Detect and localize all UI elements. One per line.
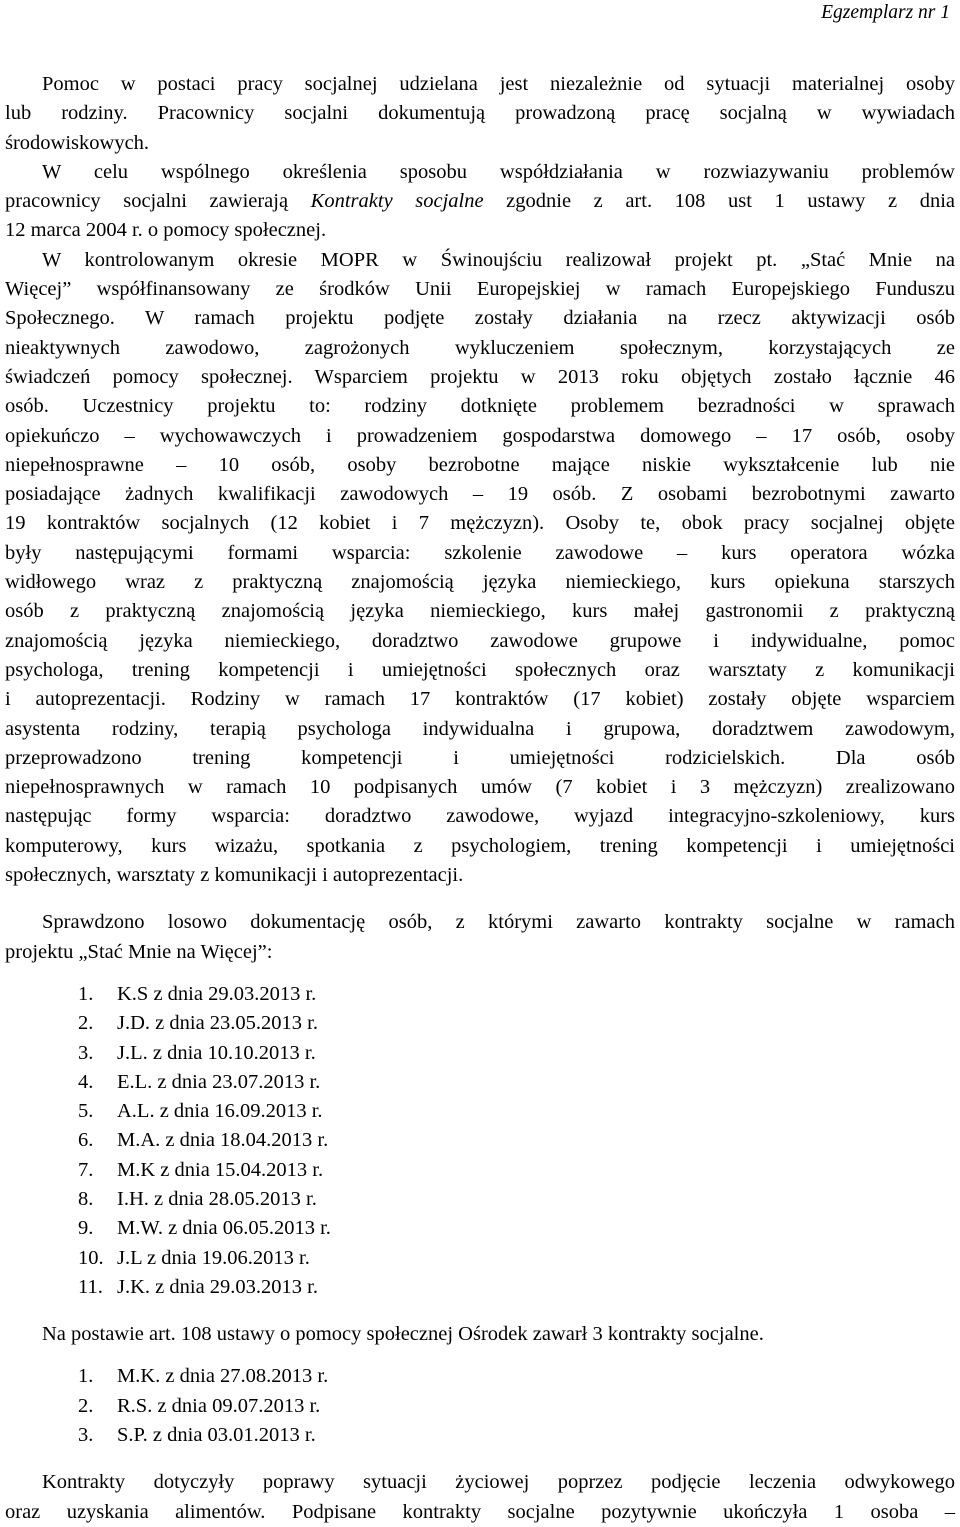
list-item-text: J.D. z dnia 23.05.2013 r. xyxy=(117,1012,318,1035)
list-item xyxy=(5,1214,955,1243)
list-item-text: S.P. z dnia 03.01.2013 r. xyxy=(117,1424,316,1447)
text-line: znajomością języka niemieckiego, doradztwo zawodowe grupowe i indywidualne, pomoc xyxy=(5,629,955,652)
text-line: lub rodziny. Pracownicy socjalni dokumentują prowadzoną pracę socjalną w wywiadach xyxy=(5,102,955,125)
list-item-text: E.L. z dnia 23.07.2013 r. xyxy=(117,1070,321,1093)
text-line: przeprowadzono trening kompetencji i umiejętności rodzicielskich. Dla osób xyxy=(5,746,955,769)
text-line: widłowego wraz z praktyczną znajomością języka niemieckiego, kurs opiekuna starszych xyxy=(5,571,955,594)
contracts-list-ops xyxy=(5,1362,955,1450)
list-item xyxy=(5,1097,955,1126)
list-item-number: 11. xyxy=(78,1275,103,1298)
text-line: Na postawie art. 108 ustawy o pomocy społecznej Ośrodek zawarł 3 kontrakty socjalne. xyxy=(42,1323,764,1346)
text-line: następując formy wsparcia: doradztwo zawodowe, wyjazd integracyjno-szkoleniowy, kurs xyxy=(5,805,955,828)
list-item-text: M.A. z dnia 18.04.2013 r. xyxy=(117,1129,329,1152)
paragraph-contracts xyxy=(5,158,955,246)
text-line: i autoprezentacji. Rodziny w ramach 17 kontraktów (17 kobiet) zostały objęte wsparciem xyxy=(5,688,955,711)
text-line: nieaktywnych zawodowo, zagrożonych wykluczeniem społecznym, korzystających ze xyxy=(5,336,955,359)
list-item-number: 4. xyxy=(78,1070,94,1093)
paragraph-art-108 xyxy=(5,1320,955,1349)
text-line: W kontrolowanym okresie MOPR w Świnoujściu realizował projekt pt. „Stać Mnie na xyxy=(42,248,955,271)
text-line: były następującymi formami wsparcia: szkolenie zawodowe – kurs operatora wózka xyxy=(5,541,955,564)
text-line: niepełnosprawnych w ramach 10 podpisanych umów (7 kobiet i 3 mężczyzn) zrealizowano xyxy=(5,776,955,799)
list-item xyxy=(5,1421,955,1450)
list-item-text: K.S z dnia 29.03.2013 r. xyxy=(117,982,317,1005)
text-line: Sprawdzono losowo dokumentację osób, z którymi zawarto kontrakty socjalne w ramach xyxy=(42,911,955,934)
italic-term: Kontrakty socjalne xyxy=(310,190,484,213)
list-item xyxy=(5,1068,955,1097)
text-line: oraz uzyskania alimentów. Podpisane kontrakty socjalne pozytywnie ukończyła 1 osoba – xyxy=(5,1500,955,1523)
text-line: W celu wspólnego określenia sposobu współdziałania w rozwiazywaniu problemów xyxy=(42,160,955,183)
list-item xyxy=(5,1362,955,1391)
list-item xyxy=(5,1392,955,1421)
text-line: Społecznego. W ramach projektu podjęte zostały działania na rzecz aktywizacji osób xyxy=(5,307,955,330)
list-item xyxy=(5,1009,955,1038)
list-item-text: M.K. z dnia 27.08.2013 r. xyxy=(117,1365,329,1388)
text-line: psychologa, trening kompetencji i umiejętności społecznych oraz warsztaty z komunikacji xyxy=(5,658,955,681)
list-item-text: A.L. z dnia 16.09.2013 r. xyxy=(117,1100,323,1123)
text-line xyxy=(5,187,955,216)
text-run: pracownicy socjalni zawierają xyxy=(5,190,311,213)
list-item-number: 1. xyxy=(78,982,94,1005)
list-item-text: M.W. z dnia 06.05.2013 r. xyxy=(117,1217,331,1240)
list-item-number: 10. xyxy=(78,1246,104,1269)
text-line: niepełnosprawne – 10 osób, osoby bezrobotne mające niskie wykształcenie lub nie xyxy=(5,453,955,476)
text-line: osób z praktyczną znajomością języka niemieckiego, kurs małej gastronomii z praktyczną xyxy=(5,600,955,623)
text-line: posiadające żadnych kwalifikacji zawodowych – 19 osób. Z osobami bezrobotnymi zawarto xyxy=(5,483,955,506)
list-item xyxy=(5,1185,955,1214)
text-line: świadczeń pomocy społecznej. Wsparciem projektu w 2013 roku objętych zostało łącznie 46 xyxy=(5,365,955,388)
list-item-number: 2. xyxy=(78,1394,94,1417)
paragraph-sample-check xyxy=(5,908,955,967)
list-item-text: R.S. z dnia 09.07.2013 r. xyxy=(117,1394,321,1417)
text-line: Pomoc w postaci pracy socjalnej udzielana jest niezależnie od sytuacji materialnej osoby xyxy=(42,73,955,95)
list-item-text: J.K. z dnia 29.03.2013 r. xyxy=(117,1275,318,1298)
text-line: osób. Uczestnicy projektu to: rodziny dotknięte problemem bezradności w sprawach xyxy=(5,395,955,418)
list-item-number: 2. xyxy=(78,1012,94,1035)
list-item-number: 8. xyxy=(78,1187,94,1210)
list-item xyxy=(5,1039,955,1068)
text-line: społecznych, warsztaty z komunikacji i autoprezentacji. xyxy=(5,864,464,887)
list-item-number: 7. xyxy=(78,1158,94,1181)
list-item xyxy=(5,1273,955,1302)
list-item-number: 6. xyxy=(78,1129,94,1152)
list-item-text: J.L. z dnia 10.10.2013 r. xyxy=(117,1041,316,1064)
list-item xyxy=(5,980,955,1009)
list-item xyxy=(5,1126,955,1155)
copy-number-label: Egzemplarz nr 1 xyxy=(821,2,950,23)
text-line: 19 kontraktów socjalnych (12 kobiet i 7 mężczyzn). Osoby te, obok pracy socjalnej objęte xyxy=(5,512,955,535)
paragraph-contract-outcomes xyxy=(5,1468,955,1527)
list-item-number: 3. xyxy=(78,1424,94,1447)
text-line: Więcej” współfinansowany ze środków Unii Europejskiej w ramach Europejskiego Funduszu xyxy=(5,278,955,301)
list-item-text: M.K z dnia 15.04.2013 r. xyxy=(117,1158,324,1181)
text-line: komputerowy, kurs wizażu, spotkania z psychologiem, trening kompetencji i umiejętności xyxy=(5,834,955,857)
list-item-number: 1. xyxy=(78,1365,94,1388)
list-item-text: J.L z dnia 19.06.2013 r. xyxy=(117,1246,310,1269)
text-run: zgodnie z art. 108 ust 1 ustawy z dnia xyxy=(483,190,955,213)
list-item xyxy=(5,1156,955,1185)
text-line: 12 marca 2004 r. o pomocy społecznej. xyxy=(5,219,327,242)
text-line: asystenta rodziny, terapią psychologa indywidualna i grupowa, doradztwem zawodowym, xyxy=(5,717,955,740)
text-line: środowiskowych. xyxy=(5,131,150,154)
text-line: opiekuńczo – wychowawczych i prowadzeniem gospodarstwa domowego – 17 osób, osoby xyxy=(5,424,955,447)
list-item-number: 5. xyxy=(78,1100,94,1123)
text-line: projektu „Stać Mnie na Więcej”: xyxy=(5,940,273,963)
list-item xyxy=(5,1244,955,1273)
paragraph-project xyxy=(5,246,955,891)
list-item-number: 3. xyxy=(78,1041,94,1064)
list-item-number: 9. xyxy=(78,1217,94,1240)
paragraph-social-work xyxy=(5,70,955,158)
text-line: Kontrakty dotyczyły poprawy sytuacji życiowej poprzez podjęcie leczenia odwykowego xyxy=(42,1471,955,1494)
contracts-list-project xyxy=(5,980,955,1302)
list-item-text: I.H. z dnia 28.05.2013 r. xyxy=(117,1187,317,1210)
document-body xyxy=(5,70,955,1527)
